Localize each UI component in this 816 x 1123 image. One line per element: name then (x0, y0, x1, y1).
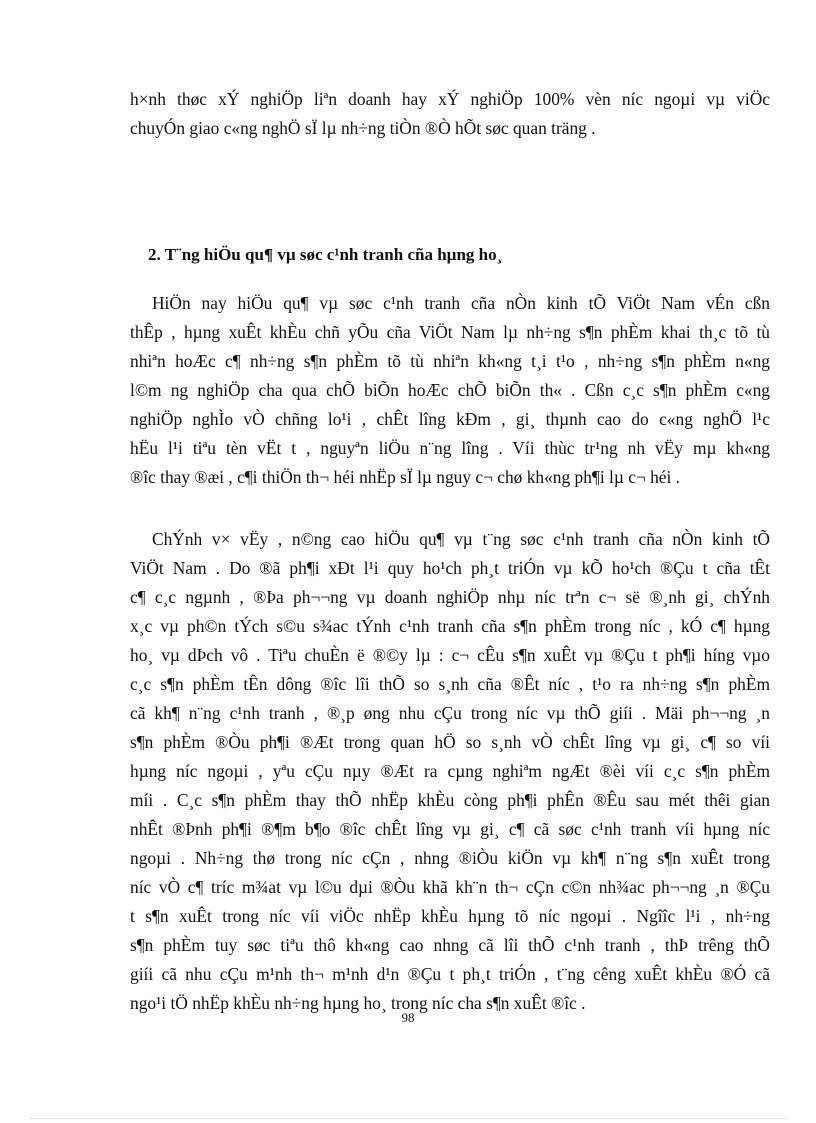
intro-paragraph (130, 85, 770, 143)
text-line: thÊp , hµng xuÊt khÈu chñ yÕu cña ViÖt Nam lµ nh÷ng s¶n phÈm khai th¸c tõ tù (130, 322, 770, 342)
text-line: h×nh thøc xÝ nghiÖp liªn doanh hay xÝ nghiÖp 100% vèn níc ngoµi vµ viÖc (130, 89, 770, 109)
section-heading: 2. T¨ng hiÖu qu¶ vµ søc c¹nh tranh cña hµng ho¸ (148, 245, 503, 264)
text-line: ngoµi . Nh÷ng thø trong níc cÇn , nhng ®iÒu kiÖn vµ kh¶ n¨ng s¶n xuÊt trong (130, 848, 770, 868)
paragraph-2 (130, 525, 770, 1018)
text-line: HiÖn nay hiÖu qu¶ vµ søc c¹nh tranh cña nÒn kinh tÕ ViÖt Nam vÉn cßn (152, 293, 770, 313)
text-line: t s¶n xuÊt trong níc víi viÖc nhËp khÈu hµng tõ níc ngoµi . Ngîîc l¹i , nh÷ng (130, 906, 770, 926)
text-line: ChÝnh v× vËy , n©ng cao hiÖu qu¶ vµ t¨ng søc c¹nh tranh cña nÒn kinh tÕ (152, 529, 770, 549)
text-line: míi . C¸c s¶n phÈm thay thÕ nhËp khÈu còng ph¶i phÊn ®Êu sau mét thêi gian (130, 790, 770, 810)
page-number: 98 (401, 1010, 415, 1025)
text-line: níc vÒ c¶ tríc m¾at vµ l©u dµi ®Òu khã kh¨n th¬ cÇn c©n nh¾ac ph¬¬ng ¸n ®Çu (130, 877, 770, 897)
text-line: l©m ng nghiÖp cha qua chÕ biÕn hoÆc chÕ biÕn th« . Cßn c¸c s¶n phÈm c«ng (130, 380, 770, 400)
text-line: nhiªn hoÆc c¶ nh÷ng s¶n phÈm tõ tù nhiªn kh«ng t¸i t¹o , nh÷ng s¶n phÈm n«ng (130, 351, 770, 371)
text-line: ViÖt Nam . Do ®ã ph¶i xÐt l¹i quy ho¹ch ph¸t triÓn vµ kÕ ho¹ch ®Çu t cña tÊt (130, 558, 770, 578)
text-line: nghiÖp nghÌo vÒ chñng lo¹i , chÊt lîng kÐm , gi¸ thµnh cao do c«ng nghÖ l¹c (130, 409, 770, 429)
text-line: c¸c s¶n phÈm tÊn dông ®îc lîi thÕ so s¸nh cña ®Êt níc , t¹o ra nh÷ng s¶n phÈm (130, 674, 770, 694)
text-line: chuyÓn giao c«ng nghÖ sÏ lµ nh÷ng tiÒn ®Ò hÕt søc quan träng . (130, 118, 596, 138)
text-line: cã kh¶ n¨ng c¹nh tranh , ®¸p øng nhu cÇu trong níc vµ thÕ giíi . Mäi ph¬¬ng ¸n (130, 703, 770, 723)
text-line: hËu l¹i tiªu tèn vËt t , nguyªn liÖu n¨ng lîng . Víi thùc tr¹ng nh vËy mµ kh«ng (130, 438, 770, 458)
text-line: s¶n phÈm tuy søc tiªu thô kh«ng cao nhng cã lîi thÕ c¹nh tranh , thÞ trêng thÕ (130, 935, 770, 955)
text-line: s¶n phÈm ®Òu ph¶i ®Æt trong quan hÖ so s¸nh vÒ chÊt lîng vµ gi¸ c¶ so víi (130, 732, 770, 752)
text-line: ngo¹i tÖ nhËp khÈu nh÷ng hµng ho¸ trong níc cha s¶n xuÊt ®îc . (130, 993, 586, 1013)
paragraph-1 (130, 289, 770, 492)
page-bottom-divider (30, 1118, 786, 1119)
text-line: giíi cã nhu cÇu m¹nh th¬ m¹nh d¹n ®Çu t ph¸t triÓn , t¨ng cêng xuÊt khÈu ®Ó cã (130, 964, 770, 984)
text-line: hµng níc ngoµi , yªu cÇu nµy ®Æt ra cµng nghiªm ngÆt ®èi víi c¸c s¶n phÈm (130, 761, 770, 781)
text-line: ho¸ vµ dÞch vô . Tiªu chuÈn ë ®©y lµ : c¬ cÊu s¶n xuÊt vµ ®Çu t ph¶i híng vµo (130, 645, 770, 665)
text-line: x¸c vµ ph©n tÝch s©u s¾ac tÝnh c¹nh tranh cña s¶n phÈm trong níc , kÓ c¶ hµng (130, 616, 770, 636)
text-line: nhÊt ®Þnh ph¶i ®¶m b¶o ®îc chÊt lîng vµ gi¸ c¶ cã søc c¹nh tranh víi hµng níc (130, 819, 770, 839)
text-line: ®îc thay ®æi , c¶i thiÖn th¬ héi nhËp sÏ lµ nguy c¬ chø kh«ng ph¶i lµ c¬ héi . (130, 467, 681, 487)
text-line: c¶ c¸c ngµnh , ®Þa ph¬¬ng vµ doanh nghiÖp nhµ níc trªn c¬ së ®¸nh gi¸ chÝnh (130, 587, 770, 607)
